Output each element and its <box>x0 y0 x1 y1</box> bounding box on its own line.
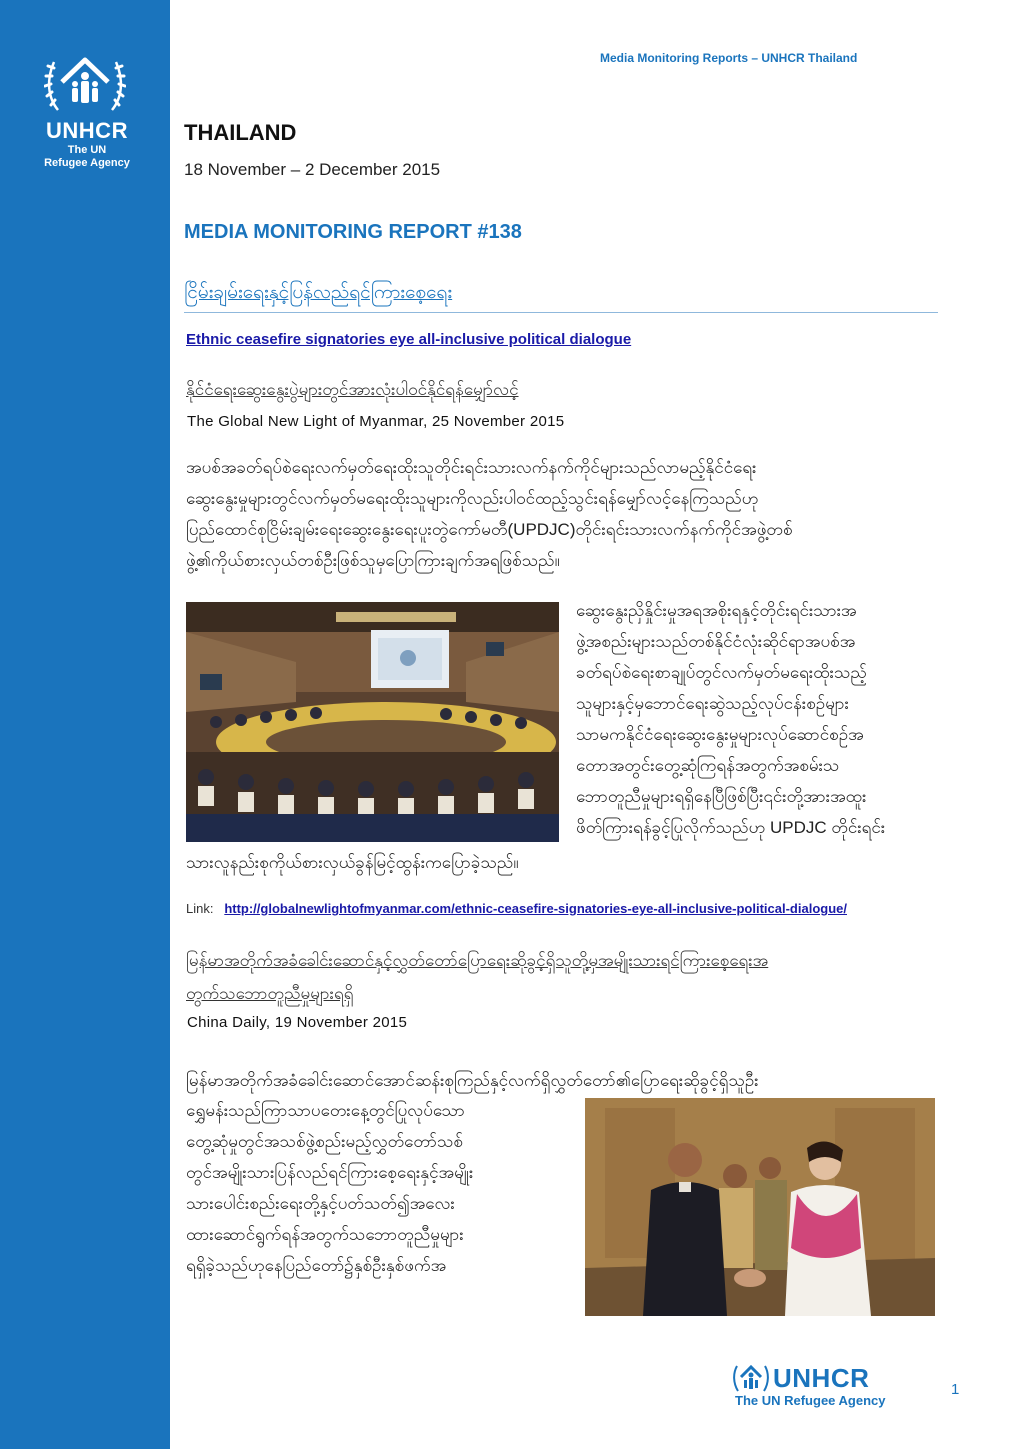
conference-room-image <box>186 602 559 842</box>
article2-wrap-line: တွင်အမျိုးသားပြန်လည်ရင်ကြားစေ့ရေးနှင့်အမျိုး <box>186 1163 474 1182</box>
article1-wrap-line: ဖိတ်ကြားရန်ခွင့်ပြုလိုက်သည်ဟု UPDJC တိုင်းရင်း <box>576 818 886 837</box>
country-heading: THAILAND <box>184 120 297 145</box>
article2-wrap-line: ရရှိခဲ့သည်ဟုနေပြည်တော်၌နှစ်ဦးနှစ်ဖက်အ <box>186 1256 447 1275</box>
article1-wrap-line: တောအတွင်းတွေ့ဆုံကြရန်အတွက်အစမ်းသ <box>576 756 840 775</box>
page-number: 1 <box>951 1381 960 1398</box>
article1-wrap-line: ဖွဲ့အစည်းများသည်တစ်နိုင်ငံလုံးဆိုင်ရာအပစ်အ <box>576 632 856 651</box>
article2-myanmar-title-line2: တွက်သဘောတူညီမှုများရရှိ <box>186 984 354 1003</box>
handshake-image <box>585 1098 935 1316</box>
logo-line2: Refugee Agency <box>44 157 130 169</box>
article1-wrap-line: ဘောတူညီမှုများရရှိနေပြီဖြစ်ပြီး၎င်းတို့အားအထူး <box>576 787 867 806</box>
article1-para-line: အပစ်အခတ်ရပ်စဲရေးလက်မှတ်ရေးထိုးသူတိုင်းရင်းသားလက်နက်ကိုင်များသည်လာမည့်နိုင်ငံရေး <box>186 458 757 477</box>
section-heading: ငြိမ်းချမ်းရေးနှင့်ပြန်လည်ရင်ကြားစေ့ရေး <box>184 280 938 313</box>
article1-wrap-text <box>576 595 956 843</box>
article1-myanmar-title: နိုင်ငံရေးဆွေးနွေးပွဲများတွင်အားလုံးပါဝင်နိုင်ရန်မျှော်လင့် <box>186 380 519 399</box>
article2-first-line: မြန်မာအတိုက်အခံခေါင်းဆောင်အောင်ဆန်းစုကြည်နှင့်လက်ရှိလွှတ်တော်၏ပြောရေးဆိုခွင့်ရှိသူဦး <box>186 1071 759 1090</box>
article2-wrap-line: ထားဆောင်ရွက်ရန်အတွက်သဘောတူညီမှုများ <box>186 1225 464 1244</box>
article1-paragraph <box>186 452 946 576</box>
unhcr-emblem-icon <box>44 52 126 116</box>
article1-link-row <box>186 901 847 916</box>
logo-name: UNHCR <box>46 118 128 143</box>
article2-photo <box>585 1098 935 1316</box>
running-header: Media Monitoring Reports – UNHCR Thailand <box>600 51 858 65</box>
brand-sidebar <box>0 0 170 1449</box>
footer-logo-tagline: The UN Refugee Agency <box>735 1393 886 1408</box>
article2-wrap-line: ရွှေမန်းသည်ကြာသာပတေးနေ့တွင်ပြုလုပ်သော <box>186 1101 465 1120</box>
article2-wrap-line: သားပေါင်းစည်းရေးတို့နှင့်ပတ်သတ်၍အလေး <box>186 1194 455 1213</box>
footer-logo-name: UNHCR <box>773 1363 870 1393</box>
article1-photo <box>186 602 559 842</box>
article1-para-line: ဖွဲ့၏ကိုယ်စားလှယ်တစ်ဦးဖြစ်သူမှပြောကြားချက်အရဖြစ်သည်။ <box>186 551 560 570</box>
footer-emblem-icon <box>733 1363 769 1393</box>
article2-wrap-line: တွေ့ဆုံမှုတွင်အသစ်ဖွဲ့စည်းမည့်လွှတ်တော်သစ် <box>186 1132 463 1151</box>
article1-wrap-line: သူများနှင့်မှဘောင်ရေးဆွဲသည့်လုပ်ငန်းစဉ်များ <box>576 694 849 713</box>
logo-line1: The UN <box>67 144 107 156</box>
article2-wrap-text <box>186 1095 576 1281</box>
report-dates: 18 November – 2 December 2015 <box>184 160 441 179</box>
link-label: Link: <box>186 901 214 916</box>
article1-wrap-line: သာမကနိုင်ငံရေးဆွေးနွေးမှုများလုပ်ဆောင်စဉ်အ <box>576 725 864 744</box>
sidebar-logo-text <box>34 118 140 170</box>
article1-wrap-line: ဆွေးနွေးညှိနှိုင်းမှုအရအစိုးရနှင့်တိုင်းရင်းသားအ <box>576 601 857 620</box>
article1-tail-line: သားလူနည်းစုကိုယ်စားလှယ်ခွန်မြင့်ထွန်းကပြောခဲ့သည်။ <box>186 853 519 872</box>
article1-url-link[interactable]: http://globalnewlightofmyanmar.com/ethnic-ceasefire-signatories-eye-all-inclusive-political-dialogue/ <box>224 901 847 916</box>
report-title: MEDIA MONITORING REPORT #138 <box>184 221 522 243</box>
article1-para-line: ပြည်ထောင်စုငြိမ်းချမ်းရေးဆွေးနွေးရေးပူးတွဲကော်မတီ(UPDJC)တိုင်းရင်းသားလက်နက်ကိုင်အဖွဲ့တစ် <box>186 520 793 539</box>
article1-wrap-line: ခတ်ရပ်စဲရေးစာချုပ်တွင်လက်မှတ်မရေးထိုးသည့် <box>576 663 867 682</box>
article1-english-link[interactable]: Ethnic ceasefire signatories eye all-inclusive political dialogue <box>186 331 632 348</box>
article2-myanmar-title-line1: မြန်မာအတိုက်အခံခေါင်းဆောင်နှင့်လွှတ်တော်ပြောရေးဆိုခွင့်ရှိသူတို့မှအမျိုးသားရင်ကြားစေ့ရေးအ <box>186 951 769 970</box>
article1-para-line: ဆွေးနွေးမှုများတွင်လက်မှတ်မရေးထိုးသူများကိုလည်းပါဝင်ထည့်သွင်းရန်မျှော်လင့်နေကြသည်ဟု <box>186 489 759 508</box>
article1-source: The Global New Light of Myanmar, 25 November 2015 <box>187 413 565 430</box>
article2-source: China Daily, 19 November 2015 <box>187 1014 408 1031</box>
